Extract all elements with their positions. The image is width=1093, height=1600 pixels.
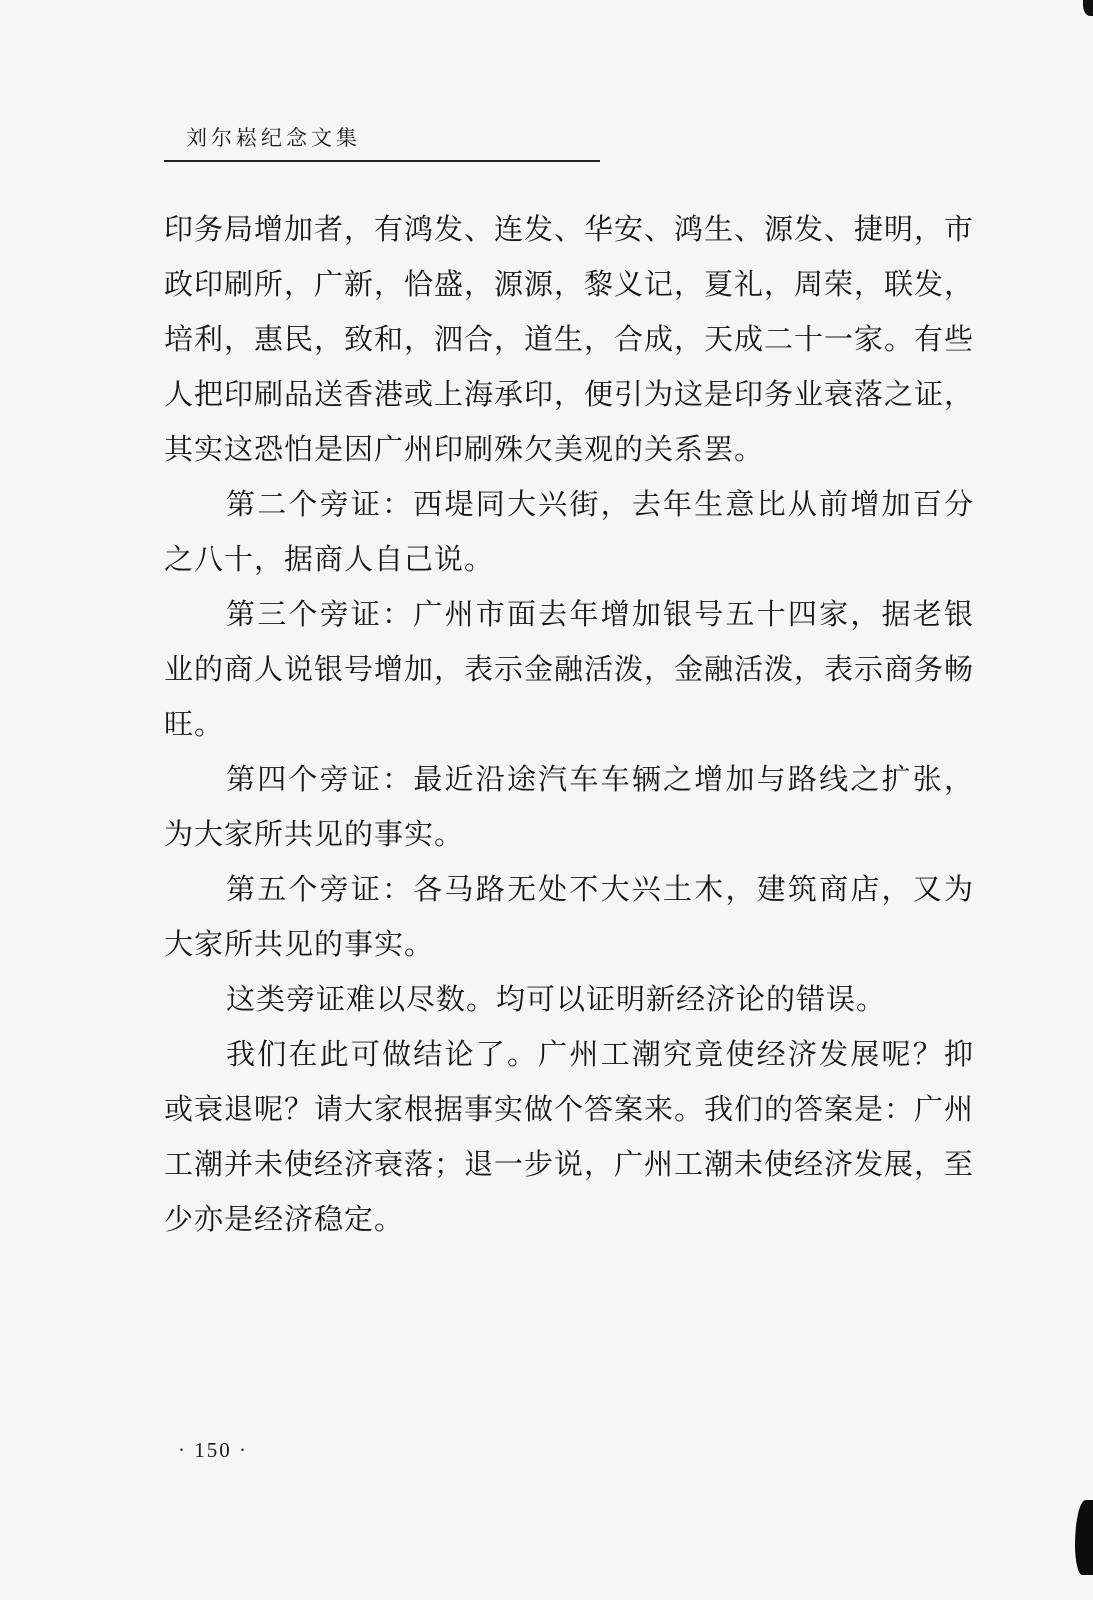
scan-edge-mark-bottom [1075,1500,1093,1575]
paragraph-third-evidence: 第三个旁证：广州市面去年增加银号五十四家，据老银业的商人说银号增加，表示金融活泼，金融活泼，表示商务畅旺。 [164,597,975,741]
scan-edge-mark-top [1083,0,1093,16]
page-number: · 150 · [178,1438,248,1462]
paragraph-fifth-evidence: 第五个旁证：各马路无处不大兴土木，建筑商店，又为大家所共见的事实。 [164,872,974,961]
body-text [164,202,974,1247]
paragraph-conclusion: 我们在此可做结论了。广州工潮究竟使经济发展呢？抑或衰退呢？请大家根据事实做个答案来。我们的答案是：广州工潮并未使经济衰落；退一步说，广州工潮未使经济发展，至少亦是经济稳定。 [164,1037,975,1236]
paragraph-fourth-evidence: 第四个旁证：最近沿途汽车车辆之增加与路线之扩张，为大家所共见的事实。 [164,762,974,851]
paragraph-summary: 这类旁证难以尽数。均可以证明新经济论的错误。 [226,982,887,1016]
header-rule [164,160,600,162]
paragraph-continued: 印务局增加者，有鸿发、连发、华安、鸿生、源发、捷明，市政印刷所，广新，恰盛，源源，黎义记，夏礼，周荣，联发，培利，惠民，致和，泗合，道生，合成，天成二十一家。有些人把印刷品送香港或上海承印，便引为这是印务业衰落之证，其实这恐怕是因广州印刷殊欠美观的关系罢。 [164,212,975,466]
paragraph-second-evidence: 第二个旁证：西堤同大兴街，去年生意比从前增加百分之八十，据商人自己说。 [164,487,974,576]
running-head-title: 刘尔崧纪念文集 [186,126,361,150]
